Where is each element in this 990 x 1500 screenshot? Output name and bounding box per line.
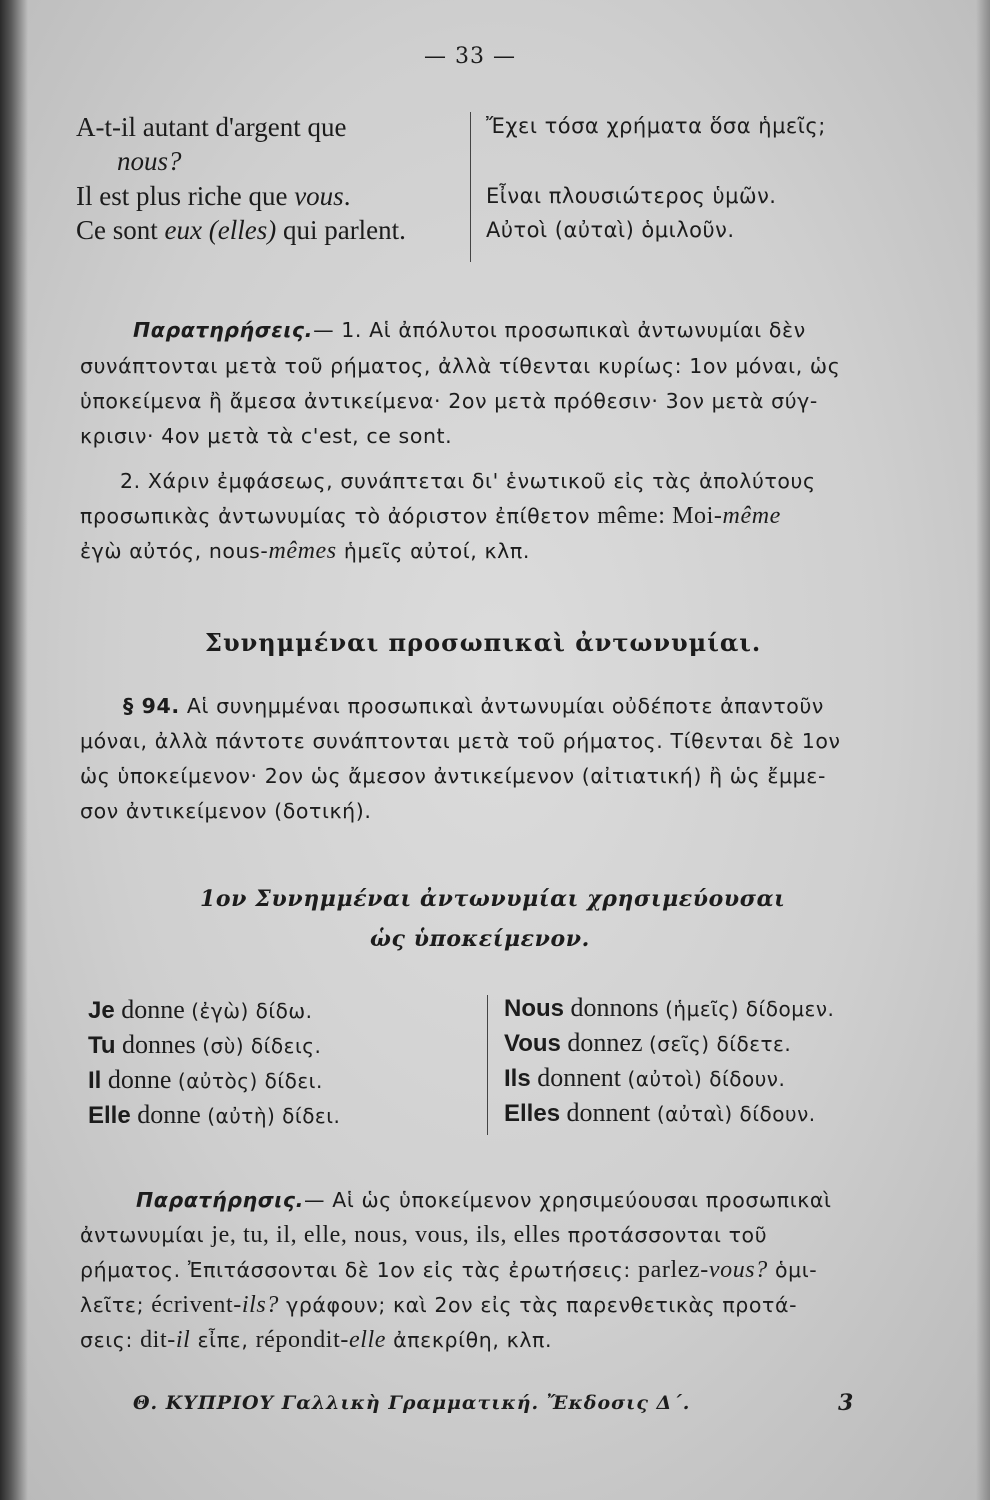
paragraph-94-line-3: ὡς ὑποκείμενον· 2ον ὡς ἄμεσον ἀντικείμενον (αἰτιατική) ἢ ὡς ἔμμε-	[80, 764, 826, 788]
paragraph-94-line-4: σον ἀντικείμενον (δοτική).	[80, 799, 372, 823]
paragraph-94-line-1: § 94. Αἱ συνημμέναι προσωπικαὶ ἀντωνυμίαι οὐδέποτε ἀπαντοῦν	[123, 694, 824, 718]
paragraph-94-line-2: μόναι, ἀλλὰ πάντοτε συνάπτονται μετὰ τοῦ ρήματος. Τίθενται δὲ 1ον	[80, 729, 841, 753]
example-fr-1-cont: nous?	[117, 146, 182, 176]
observations-point2-line-2: προσωπικὰς ἀντωνυμίας τὸ ἀόριστον ἐπίθετον même: Moi-même	[80, 503, 781, 529]
signature-mark: 3	[838, 1390, 855, 1416]
observation2-line-3: ρήματος. Ἐπιτάσσονται δὲ 1ον εἰς τὰς ἐρωτήσεις: parlez-vous? ὁμι-	[80, 1257, 818, 1283]
observation2-line-1: Παρατήρησις.— Αἱ ὡς ὑποκείμενον χρησιμεύουσαι προσωπικαὶ	[136, 1188, 832, 1212]
observations-line-1: Παρατηρήσεις.— 1. Αἱ ἀπόλυτοι προσωπικαὶ ἀντωνυμίαι δὲν	[133, 318, 806, 342]
observations-line-4: κρισιν· 4ον μετὰ τὰ c'est, ce sont.	[80, 424, 453, 448]
observations-point2-line-1: 2. Χάριν ἐμφάσεως, συνάπτεται δι' ἑνωτικοῦ εἰς τὰς ἀπολύτους	[120, 469, 816, 493]
conj-row-ils: Ils donnent (αὐτοὶ) δίδουν.	[504, 1063, 786, 1092]
example-gr-2: Εἶναι πλουσιώτερος ὑμῶν.	[486, 184, 777, 208]
observation2-line-2: ἀντωνυμίαι je, tu, il, elle, nous, vous, ils, elles προτάσσονται τοῦ	[80, 1222, 768, 1248]
example-fr-2: Il est plus riche que vous.	[76, 181, 351, 211]
conj-row-vous: Vous donnez (σεῖς) δίδετε.	[504, 1028, 792, 1057]
conj-row-nous: Nous donnons (ἡμεῖς) δίδομεν.	[504, 993, 835, 1022]
example-gr-3: Αὐτοὶ (αὐταὶ) ὁμιλοῦν.	[486, 218, 735, 242]
example-gr-1: Ἔχει τόσα χρήματα ὅσα ἡμεῖς;	[486, 114, 826, 138]
observation2-line-5: σεις: dit-il εἶπε, répondit-elle ἀπεκρίθη, κλπ.	[80, 1327, 553, 1353]
conj-row-elle: Elle donne (αὐτὴ) δίδει.	[88, 1100, 341, 1129]
page-edge-shadow-right	[976, 0, 990, 1500]
observations-line-2: συνάπτονται μετὰ τοῦ ρήματος, ἀλλὰ τίθενται κυρίως: 1ον μόναι, ὡς	[80, 354, 841, 378]
observation2-line-4: λεῖτε; écrivent-ils? γράφουν; καὶ 2ον εἰς τὰς παρενθετικὰς προτά-	[80, 1292, 798, 1318]
footer-citation: Θ. ΚΥΠΡΙΟΥ Γαλλικὴ Γραμματική. Ἔκδοσις Δ΄.	[133, 1392, 691, 1414]
conj-row-il: Il donne (αὐτὸς) δίδει.	[88, 1065, 323, 1094]
subheading-line-2: ὡς ὑποκείμενον.	[370, 926, 590, 952]
observations-line-3: ὑποκείμενα ἢ ἄμεσα ἀντικείμενα· 2ον μετὰ πρόθεσιν· 3ον μετὰ σύγ-	[80, 389, 818, 413]
observations-point2-line-3: ἐγὼ αὐτός, nous-mêmes ἡμεῖς αὐτοί, κλπ.	[80, 538, 530, 564]
conj-row-tu: Tu donnes (σὺ) δίδεις.	[88, 1030, 322, 1059]
column-divider	[470, 112, 471, 262]
section-heading: Συνημμέναι προσωπικαὶ ἀντωνυμίαι.	[205, 628, 762, 657]
example-fr-3: Ce sont eux (elles) qui parlent.	[76, 215, 406, 245]
conj-divider	[487, 995, 488, 1135]
page-edge-shadow	[0, 0, 28, 1500]
example-fr-1: A-t-il autant d'argent que	[76, 112, 347, 142]
conj-row-elles: Elles donnent (αὐταὶ) δίδουν.	[504, 1098, 816, 1127]
subheading-line-1: 1ον Συνημμέναι ἀντωνυμίαι χρησιμεύουσαι	[200, 886, 786, 912]
page-number: — 33 —	[424, 44, 516, 69]
conj-row-je: Je donne (ἐγὼ) δίδω.	[88, 995, 313, 1024]
